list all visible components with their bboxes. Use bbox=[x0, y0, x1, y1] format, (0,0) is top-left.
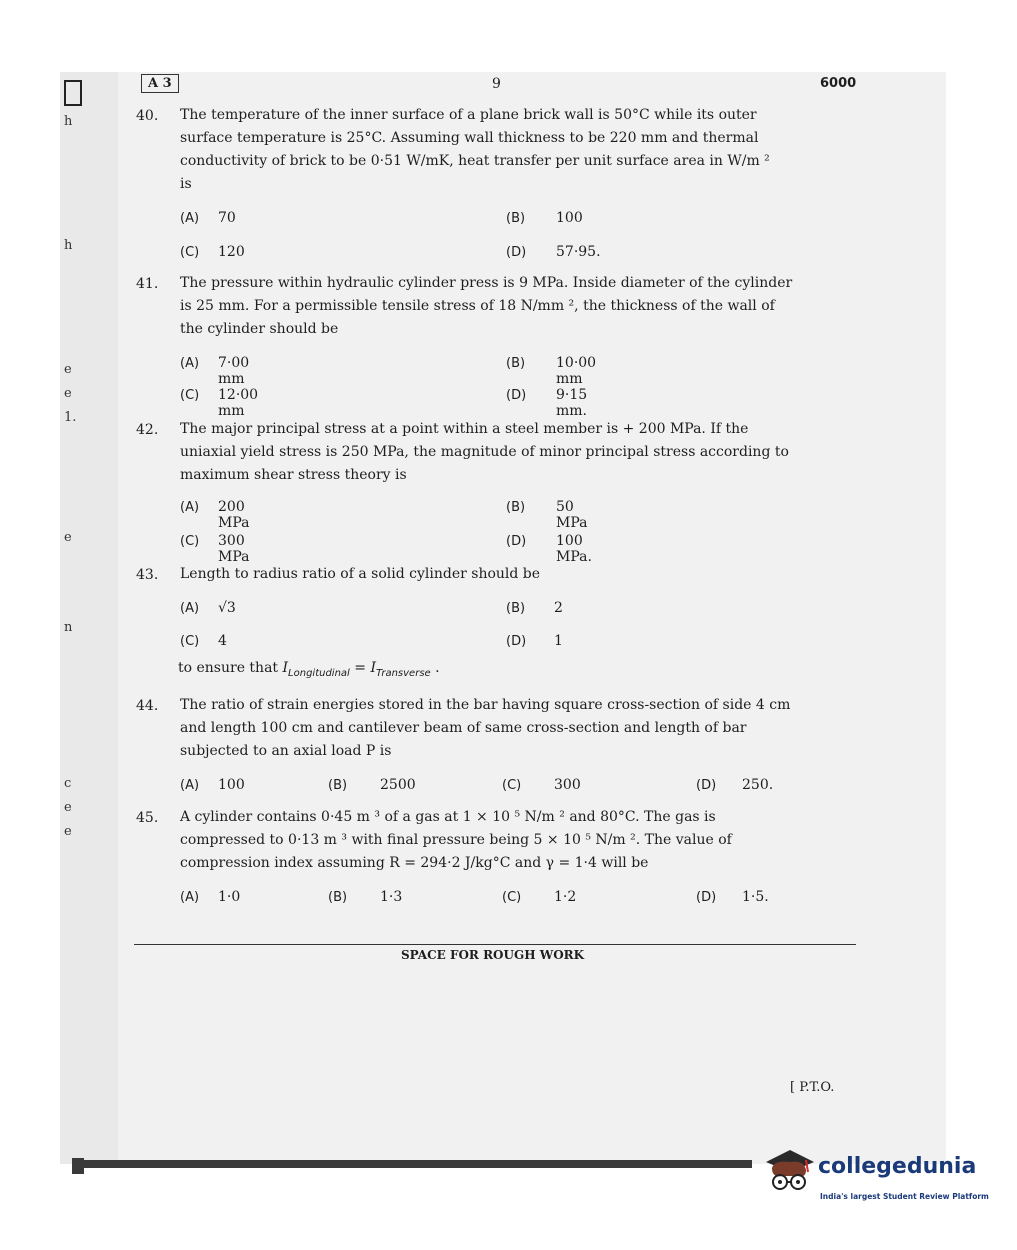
option-b bbox=[328, 889, 403, 905]
question-line: The major principal stress at a point within a steel member is + 200 MPa. If the bbox=[180, 421, 749, 437]
margin-letter: e bbox=[64, 362, 72, 377]
option-c bbox=[180, 244, 245, 260]
brand-name: collegedunia bbox=[818, 1154, 977, 1179]
option-d bbox=[506, 633, 563, 649]
rough-work-divider bbox=[134, 944, 856, 945]
option-label: (C) bbox=[180, 388, 200, 403]
option-a bbox=[180, 777, 245, 793]
option-b bbox=[506, 600, 563, 616]
margin-mark bbox=[64, 80, 82, 106]
option-label: (C) bbox=[180, 634, 200, 649]
option-label: (B) bbox=[328, 778, 348, 793]
option-label: (D) bbox=[506, 634, 527, 649]
question-line: is bbox=[180, 176, 192, 192]
condition-end: . bbox=[435, 660, 440, 676]
rough-work-text: SPACE FOR ROUGH WORK bbox=[400, 948, 585, 962]
inertia-symbol: I bbox=[282, 660, 289, 676]
please-turn-over: [ P.T.O. bbox=[790, 1080, 835, 1095]
option-value: 70 bbox=[218, 210, 236, 226]
question-number: 43. bbox=[136, 567, 159, 583]
margin-letter: h bbox=[64, 114, 73, 129]
option-c bbox=[502, 777, 581, 793]
question-number: 44. bbox=[136, 698, 159, 714]
question-number: 41. bbox=[136, 276, 159, 292]
option-label: (D) bbox=[506, 388, 527, 403]
option-value: √3 bbox=[218, 600, 236, 616]
option-label: (A) bbox=[180, 890, 200, 905]
option-value: 300 bbox=[554, 777, 581, 793]
margin-letter: e bbox=[64, 800, 72, 815]
option-value: 200 MPa bbox=[218, 499, 250, 531]
question-line: is 25 mm. For a permissible tensile stress of 18 N/mm ², the thickness of the wall of bbox=[180, 298, 775, 314]
exam-page bbox=[118, 72, 946, 1164]
option-label: (D) bbox=[506, 245, 527, 260]
question-line: the cylinder should be bbox=[180, 321, 339, 337]
margin-letter: e bbox=[64, 386, 72, 401]
option-value: 1·3 bbox=[380, 889, 403, 905]
option-b bbox=[328, 777, 416, 793]
rough-work-label bbox=[0, 948, 1017, 962]
question-text bbox=[180, 806, 856, 875]
question-line: compression index assuming R = 294·2 J/kg°C and γ = 1·4 will be bbox=[180, 855, 649, 871]
previous-page-strip bbox=[60, 72, 118, 1164]
option-a bbox=[180, 210, 236, 226]
question-line: The temperature of the inner surface of a plane brick wall is 50°C while its outer bbox=[180, 107, 757, 123]
question-line: The pressure within hydraulic cylinder press is 9 MPa. Inside diameter of the cylinder bbox=[180, 275, 793, 291]
option-d bbox=[696, 777, 774, 793]
question-line: Length to radius ratio of a solid cylinder should be bbox=[180, 566, 541, 582]
option-label: (C) bbox=[502, 890, 522, 905]
question-line: The ratio of strain energies stored in the bar having square cross-section of side 4 cm bbox=[180, 697, 791, 713]
question-text bbox=[180, 418, 856, 487]
option-label: (C) bbox=[502, 778, 522, 793]
option-value: 2 bbox=[554, 600, 563, 616]
question-line: surface temperature is 25°C. Assuming wall thickness to be 220 mm and thermal bbox=[180, 130, 759, 146]
option-a bbox=[180, 889, 241, 905]
question-number: 42. bbox=[136, 422, 159, 438]
option-d bbox=[506, 387, 588, 419]
option-value: 1·5. bbox=[742, 889, 769, 905]
option-c bbox=[180, 633, 227, 649]
booklet-code: A 3 bbox=[141, 74, 179, 93]
option-value: 1·2 bbox=[554, 889, 577, 905]
question-condition bbox=[178, 660, 440, 679]
option-c bbox=[180, 387, 259, 419]
option-a bbox=[180, 600, 236, 616]
option-label: (A) bbox=[180, 211, 200, 226]
option-c bbox=[180, 533, 250, 565]
question-line: conductivity of brick to be 0·51 W/mK, heat transfer per unit surface area in W/m ² bbox=[180, 153, 770, 169]
margin-letter: e bbox=[64, 530, 72, 545]
page-corner-edge bbox=[72, 1158, 84, 1174]
option-value: 100 MPa. bbox=[556, 533, 592, 565]
option-value: 250. bbox=[742, 777, 774, 793]
option-value: 120 bbox=[218, 244, 245, 260]
inertia-symbol: I bbox=[370, 660, 377, 676]
question-line: and length 100 cm and cantilever beam of same cross-section and length of bar bbox=[180, 720, 747, 736]
question-number: 45. bbox=[136, 810, 159, 826]
option-label: (B) bbox=[506, 601, 526, 616]
option-label: (A) bbox=[180, 356, 200, 371]
option-a bbox=[180, 499, 250, 531]
option-label: (D) bbox=[696, 778, 717, 793]
page-number: 9 bbox=[492, 76, 501, 92]
question-line: A cylinder contains 0·45 m ³ of a gas at 1 × 10 ⁵ N/m ² and 80°C. The gas is bbox=[180, 809, 716, 825]
option-value: 4 bbox=[218, 633, 227, 649]
question-text bbox=[180, 272, 856, 341]
option-value: 300 MPa bbox=[218, 533, 250, 565]
collegedunia-watermark bbox=[760, 1146, 990, 1208]
option-label: (D) bbox=[696, 890, 717, 905]
option-d bbox=[696, 889, 769, 905]
option-label: (C) bbox=[180, 245, 200, 260]
question-text bbox=[180, 104, 856, 196]
margin-letter: c bbox=[64, 776, 72, 791]
option-label: (B) bbox=[328, 890, 348, 905]
option-value: 100 bbox=[556, 210, 583, 226]
subscript-longitudinal: Longitudinal bbox=[288, 668, 350, 679]
option-label: (A) bbox=[180, 778, 200, 793]
question-text bbox=[180, 694, 856, 763]
subscript-transverse: Transverse bbox=[376, 668, 431, 679]
option-a bbox=[180, 355, 250, 387]
option-value: 12·00 mm bbox=[218, 387, 259, 419]
option-d bbox=[506, 244, 601, 260]
option-b bbox=[506, 355, 597, 387]
option-label: (D) bbox=[506, 534, 527, 549]
option-label: (B) bbox=[506, 500, 526, 515]
equals-sign: = bbox=[354, 660, 367, 676]
question-line: uniaxial yield stress is 250 MPa, the magnitude of minor principal stress according to bbox=[180, 444, 789, 460]
question-line: compressed to 0·13 m ³ with final pressure being 5 × 10 ⁵ N/m ². The value of bbox=[180, 832, 732, 848]
option-b bbox=[506, 499, 588, 531]
option-b bbox=[506, 210, 583, 226]
margin-letter: e bbox=[64, 824, 72, 839]
brand-tagline: India's largest Student Review Platform bbox=[820, 1192, 989, 1201]
option-value: 1·0 bbox=[218, 889, 241, 905]
option-value: 1 bbox=[554, 633, 563, 649]
option-d bbox=[506, 533, 592, 565]
question-text bbox=[180, 563, 856, 586]
option-value: 50 MPa bbox=[556, 499, 588, 531]
option-value: 57·95. bbox=[556, 244, 601, 260]
margin-letter: n bbox=[64, 620, 73, 635]
series-number: 6000 bbox=[820, 76, 857, 91]
question-line: subjected to an axial load P is bbox=[180, 743, 392, 759]
question-number: 40. bbox=[136, 108, 159, 124]
option-value: 100 bbox=[218, 777, 245, 793]
option-c bbox=[502, 889, 577, 905]
option-label: (A) bbox=[180, 500, 200, 515]
margin-letter: 1. bbox=[64, 410, 77, 425]
page-bottom-edge bbox=[72, 1160, 752, 1168]
graduate-mascot-icon bbox=[760, 1146, 818, 1204]
option-value: 2500 bbox=[380, 777, 416, 793]
option-value: 10·00 mm bbox=[556, 355, 597, 387]
option-label: (A) bbox=[180, 601, 200, 616]
option-label: (B) bbox=[506, 211, 526, 226]
question-line: maximum shear stress theory is bbox=[180, 467, 407, 483]
margin-letter: h bbox=[64, 238, 73, 253]
condition-prefix: to ensure that bbox=[178, 660, 279, 676]
option-value: 9·15 mm. bbox=[556, 387, 588, 419]
option-label: (B) bbox=[506, 356, 526, 371]
option-label: (C) bbox=[180, 534, 200, 549]
option-value: 7·00 mm bbox=[218, 355, 250, 387]
